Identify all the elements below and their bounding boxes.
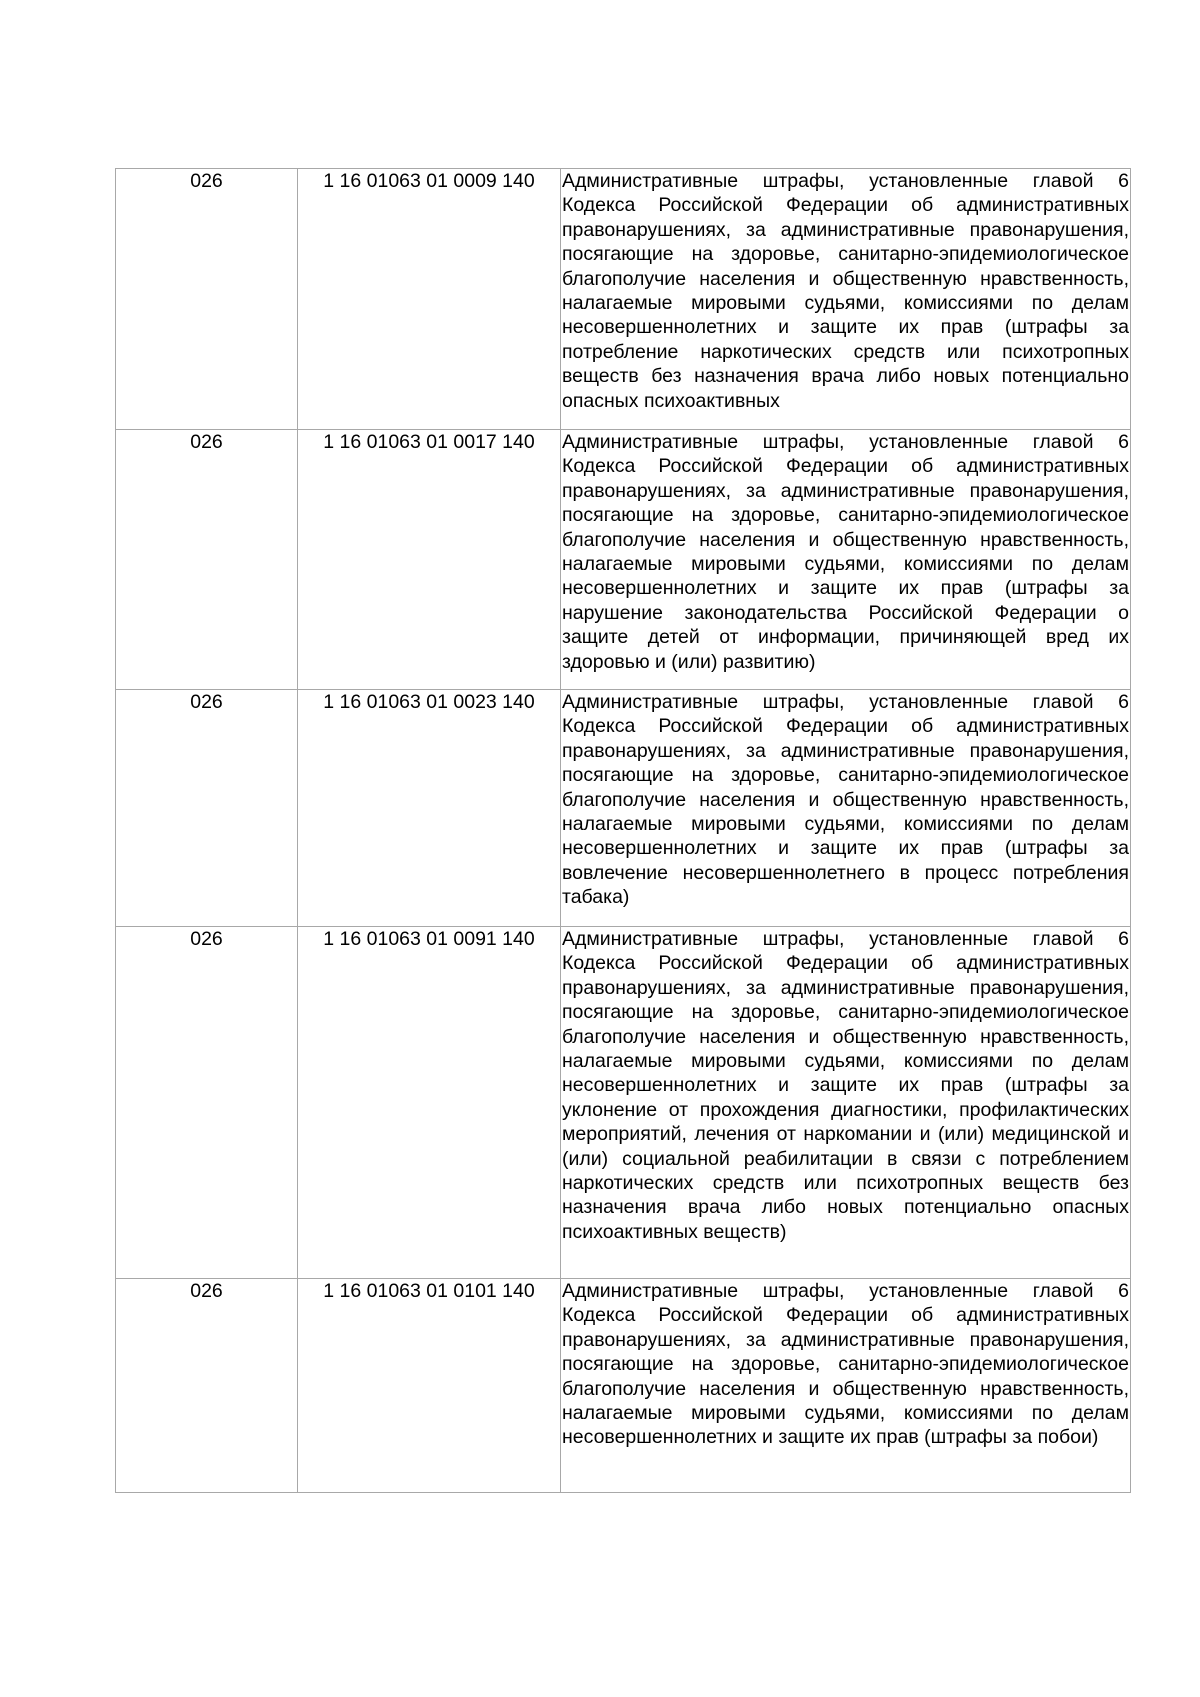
description-cell xyxy=(561,1279,1131,1492)
kbk-code-cell: 1 16 01063 01 0101 140 xyxy=(298,1279,561,1492)
admin-code-cell: 026 xyxy=(116,927,298,1278)
description-text: Административные штрафы, установленные главой 6 Кодекса Российской Федерации об административных правонарушениях, за административные правонарушения, посягающие на здоровье, санитарно-эпидемиологическое благополучие населения и общественную нравственность, налагаемые мировыми судьями, комиссиями по делам несовершеннолетних и защите их прав (штрафы за нарушение законодательства Российской Федерации о защите детей от информации, причиняющей вред их здоровью и (или) развитию) xyxy=(562,431,1129,673)
table-row xyxy=(116,690,1131,927)
admin-code-cell: 026 xyxy=(116,1279,298,1492)
description-text: Административные штрафы, установленные главой 6 Кодекса Российской Федерации об административных правонарушениях, за административные правонарушения, посягающие на здоровье, санитарно-эпидемиологическое благополучие населения и общественную нравственность, налагаемые мировыми судьями, комиссиями по делам несовершеннолетних и защите их прав (штрафы за побои) xyxy=(562,1280,1129,1449)
table-row xyxy=(116,430,1131,690)
description-cell xyxy=(561,169,1131,429)
table-row xyxy=(116,927,1131,1279)
table-row xyxy=(116,169,1131,430)
description-text: Административные штрафы, установленные главой 6 Кодекса Российской Федерации об административных правонарушениях, за административные правонарушения, посягающие на здоровье, санитарно-эпидемиологическое благополучие населения и общественную нравственность, налагаемые мировыми судьями, комиссиями по делам несовершеннолетних и защите их прав (штрафы за уклонение от прохождения диагностики, профилактических мероприятий, лечения от наркомании и (или) медицинской и (или) социальной реабилитации в связи с потреблением наркотических средств или психотропных веществ без назначения врача либо новых потенциально опасных психоактивных веществ) xyxy=(562,928,1129,1243)
admin-code-cell: 026 xyxy=(116,169,298,429)
admin-code-cell: 026 xyxy=(116,430,298,689)
kbk-code-cell: 1 16 01063 01 0091 140 xyxy=(298,927,561,1278)
admin-code-cell: 026 xyxy=(116,690,298,926)
description-cell xyxy=(561,690,1131,926)
revenue-codes-table xyxy=(115,168,1131,1493)
kbk-code-cell: 1 16 01063 01 0009 140 xyxy=(298,169,561,429)
kbk-code-cell: 1 16 01063 01 0023 140 xyxy=(298,690,561,926)
description-text: Административные штрафы, установленные главой 6 Кодекса Российской Федерации об административных правонарушениях, за административные правонарушения, посягающие на здоровье, санитарно-эпидемиологическое благополучие населения и общественную нравственность, налагаемые мировыми судьями, комиссиями по делам несовершеннолетних и защите их прав (штрафы за потребление наркотических средств или психотропных веществ без назначения врача либо новых потенциально опасных психоактивных xyxy=(562,170,1129,412)
table-row xyxy=(116,1279,1131,1493)
description-cell xyxy=(561,927,1131,1278)
description-text: Административные штрафы, установленные главой 6 Кодекса Российской Федерации об административных правонарушениях, за административные правонарушения, посягающие на здоровье, санитарно-эпидемиологическое благополучие населения и общественную нравственность, налагаемые мировыми судьями, комиссиями по делам несовершеннолетних и защите их прав (штрафы за вовлечение несовершеннолетнего в процесс потребления табака) xyxy=(562,691,1129,909)
description-cell xyxy=(561,430,1131,689)
kbk-code-cell: 1 16 01063 01 0017 140 xyxy=(298,430,561,689)
